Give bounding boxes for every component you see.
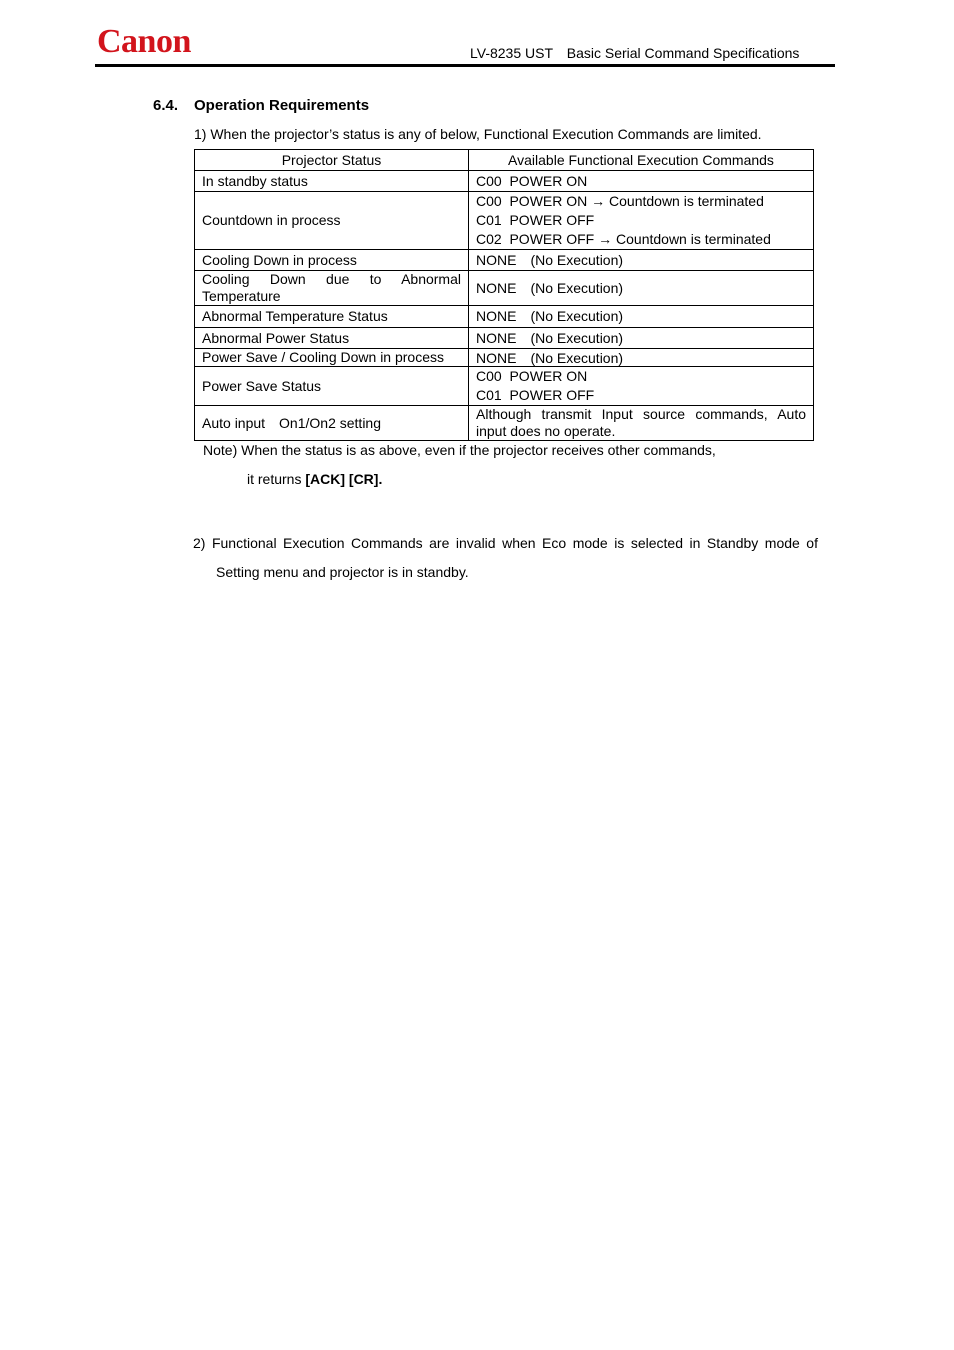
table-row (195, 250, 814, 271)
status-cell: Power Save / Cooling Down in process (195, 349, 469, 367)
commands-cell (469, 306, 814, 328)
command-line: C00 POWER ON → Countdown is terminated (476, 193, 764, 209)
eco-mode-paragraph (193, 529, 818, 587)
command-line: C00 POWER ON (476, 368, 588, 384)
status-cell: In standby status (195, 171, 469, 192)
table-row (195, 306, 814, 328)
table-row (195, 171, 814, 192)
canon-logo: Canon (97, 23, 191, 60)
column-header-commands: Available Functional Execution Commands (469, 150, 814, 171)
paragraph-line-1: 2) Functional Execution Commands are invalid when Eco mode is selected in Standby mode of (193, 535, 818, 551)
command-line: C00 POWER ON (476, 172, 588, 189)
command-line: NONE (No Execution) (476, 329, 624, 346)
paragraph-line-2: Setting menu and projector is in standby. (216, 564, 469, 580)
status-cell: Countdown in process (195, 192, 469, 250)
command-line: NONE (No Execution) (476, 349, 624, 366)
table-row (195, 367, 814, 406)
commands-cell (469, 328, 814, 349)
table-row (195, 271, 814, 306)
column-header-status: Projector Status (195, 150, 469, 171)
commands-cell (469, 192, 814, 250)
table-row (195, 349, 814, 367)
ack-cr-response: [ACK] [CR]. (305, 471, 383, 487)
command-line: C01 POWER OFF (476, 212, 595, 228)
section-heading (153, 97, 369, 115)
status-cell: Abnormal Temperature Status (195, 306, 469, 328)
table-row (195, 328, 814, 349)
status-cell: Auto input On1/On2 setting (195, 406, 469, 441)
command-line: C01 POWER OFF (476, 387, 595, 403)
document-title: LV-8235 UST Basic Serial Command Specifications (470, 45, 800, 61)
commands-cell (469, 171, 814, 192)
note-line-1: Note) When the status is as above, even if the projector receives other commands, (203, 442, 716, 458)
command-line: NONE (No Execution) (476, 308, 624, 324)
note-prefix: it returns (247, 471, 306, 487)
section-number: 6.4. (153, 97, 179, 114)
commands-cell (469, 271, 814, 306)
status-cell: Cooling Down due to Abnormal Temperature (195, 271, 469, 306)
status-commands-table (194, 149, 814, 441)
status-cell: Abnormal Power Status (195, 328, 469, 349)
note-line-2 (247, 471, 382, 487)
table-row (195, 192, 814, 250)
command-line: NONE (No Execution) (476, 251, 624, 268)
status-cell: Cooling Down in process (195, 250, 469, 271)
commands-cell (469, 349, 814, 367)
intro-text: 1) When the projector’s status is any of below, Functional Execution Commands are limited. (194, 126, 762, 142)
table-header-row (195, 150, 814, 171)
header-divider (95, 64, 835, 67)
commands-cell: Although transmit Input source commands, Auto input does no operate. (469, 406, 814, 441)
command-line: NONE (No Execution) (476, 279, 624, 296)
section-title: Operation Requirements (194, 97, 370, 114)
command-line: C02 POWER OFF → Countdown is terminated (476, 231, 771, 247)
commands-cell (469, 367, 814, 406)
status-cell: Power Save Status (195, 367, 469, 406)
table-row (195, 406, 814, 441)
commands-cell (469, 250, 814, 271)
